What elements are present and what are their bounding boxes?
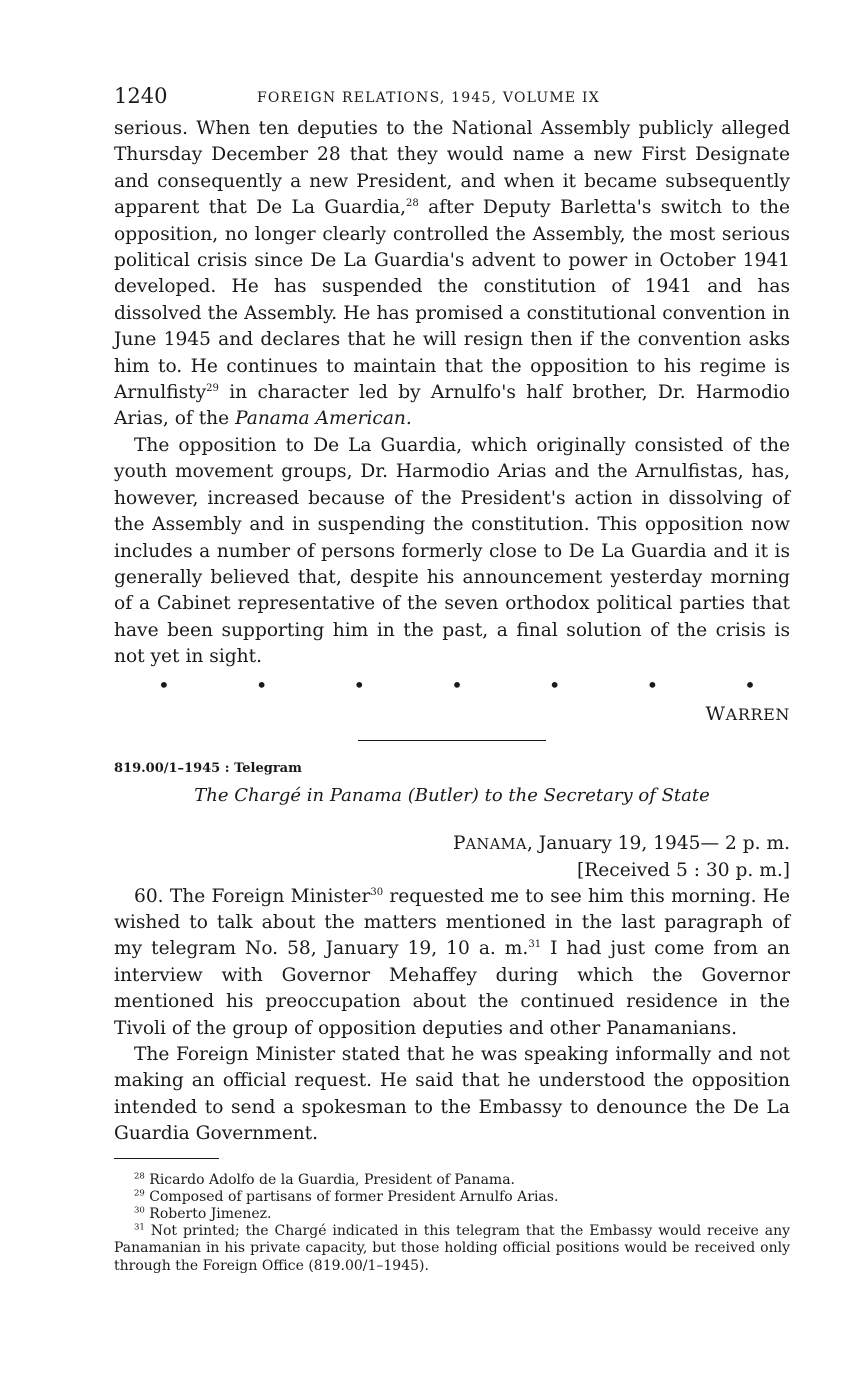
dateline-place-initial: P	[453, 832, 466, 854]
omission-dots	[114, 672, 790, 701]
dateline-date: , January 19, 1945— 2 p. m.	[526, 832, 790, 854]
document-title: The Chargé in Panama (Butler) to the Secretary of State	[194, 784, 710, 806]
dot: •	[353, 672, 366, 697]
running-head: FOREIGN RELATIONS, 1945, VOLUME IX	[257, 90, 600, 106]
footnote-ref: 30	[370, 886, 384, 898]
footnote-number: 29	[134, 1188, 145, 1199]
signature	[114, 703, 790, 725]
footnote-ref: 28	[406, 198, 419, 210]
continued-text	[114, 116, 790, 671]
dateline	[114, 831, 790, 884]
paragraph: The Foreign Minister stated that he was speaking informally and not making an official request. He said that he understood the opposition intended to send a spokesman to the Embassy to denounce the De La Guardia Government.	[114, 1043, 790, 1145]
footnote	[114, 1189, 790, 1206]
paragraph: The opposition to De La Guardia, which originally consisted of the youth movement groups, Dr. Harmodio Arias and the Arnulfistas, has, however, increased because of the President's action in dissolving of the Assembly and in suspending the constitution. This opposition now includes a number of persons formerly close to De La Guardia and it is generally believed that, despite his announcement yesterday morning of a Cabinet representative of the seven orthodox political parties that have been supporting him in the past, a final solution of the crisis is not yet in sight.	[114, 434, 790, 668]
page-number: 1240	[114, 84, 168, 108]
telegram-body	[114, 884, 790, 1148]
footnote-divider	[114, 1158, 219, 1159]
footnote-text: Ricardo Adolfo de la Guardia, President of Panama.	[144, 1171, 515, 1188]
footnote-ref: 29	[206, 382, 219, 394]
paragraph-text: serious. When ten deputies to the National Assembly publicly alleged Thursday December 28 that they would name a new First Designate and consequently a new President, and when it became subsequently apparent that De La Guardia,	[114, 118, 790, 219]
paragraph-text: 60. The Foreign Minister	[134, 885, 371, 907]
footnote-number: 30	[134, 1205, 145, 1216]
footnote	[114, 1223, 790, 1275]
received-line: [Received 5 : 30 p. m.]	[577, 859, 790, 881]
paragraph	[114, 116, 790, 433]
paragraph-text: in character led by Arnulfo's half brother, Dr. Harmodio Arias, of the	[114, 382, 790, 430]
dot: •	[255, 672, 268, 697]
footnote-text: Not printed; the Chargé indicated in this telegram that the Embassy would receive any Panamanian in his private capacity, but those holding official positions would be received only through the Foreign Office (819.00/1–1945).	[114, 1223, 790, 1274]
paragraph-text: requested me to see him this morning. He wished to talk about the matters mentioned in the last paragraph of my telegram No. 58, January 19, 10 a. m.	[114, 885, 790, 960]
section-divider	[358, 740, 546, 741]
dot: •	[451, 672, 463, 697]
footnote-text: Composed of partisans of former President Arnulfo Arias.	[144, 1188, 559, 1205]
dot: •	[158, 672, 170, 697]
paragraph	[114, 884, 790, 1042]
footnote	[114, 1172, 790, 1189]
page-header	[114, 82, 790, 116]
dot: •	[646, 672, 659, 697]
footnote-number: 31	[134, 1222, 145, 1233]
footnotes	[114, 1172, 790, 1275]
dateline-place-date	[114, 831, 790, 858]
document-page	[114, 82, 790, 1275]
dot: •	[548, 672, 561, 697]
footnote-text: Roberto Jimenez.	[144, 1206, 272, 1222]
signature-initial: W	[705, 702, 726, 725]
footnote-ref: 31	[528, 939, 542, 951]
paragraph-text: I had just come from an interview with Governor Mehaffey during which the Governor mentioned his preoccupation about the continued residence in the Tivoli of the group of opposition deputies and other Panamanians.	[114, 938, 790, 1039]
footnote	[114, 1206, 790, 1223]
footnote-number: 28	[134, 1170, 145, 1181]
dateline-place: ANAMA	[465, 836, 527, 853]
file-reference: 819.00/1–1945 : Telegram	[114, 760, 302, 776]
dot: •	[744, 672, 756, 697]
paragraph-text: after Deputy Barletta's switch to the opposition, no longer clearly controlled the Assembly, the most serious political crisis since De La Guardia's advent to power in October 1941 developed. He has suspended the constitution of 1941 and has dissolved the Assembly. He has promised a constitutional convention in June 1945 and declares that he will resign then if the convention asks him to. He continues to maintain that the opposition to his regime is Arnulfisty	[114, 197, 791, 404]
signature-rest: ARREN	[725, 704, 790, 724]
newspaper-name: Panama American.	[235, 408, 412, 430]
